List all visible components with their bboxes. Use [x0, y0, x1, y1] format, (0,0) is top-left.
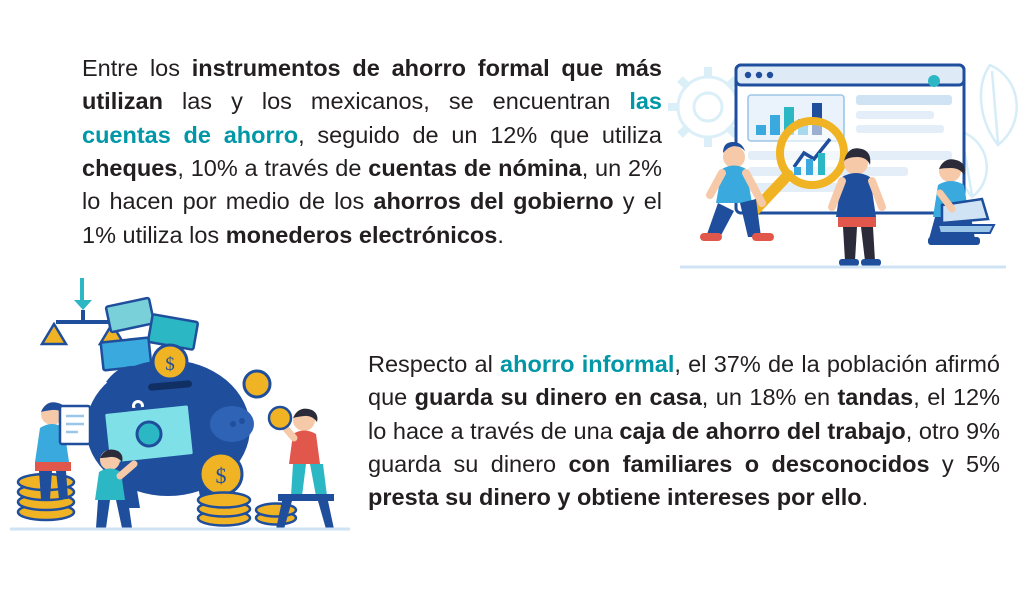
text-segment-accent: ahorro informal [500, 351, 675, 377]
svg-text:$: $ [165, 354, 175, 375]
text-segment: Entre los [82, 55, 192, 81]
text-segment-bold: ahorros del gobierno [373, 188, 614, 215]
text-segment-bold: tandas [837, 384, 914, 411]
text-segment: , otro 9% guarda su dinero [368, 417, 1000, 478]
text-segment: , un 2% lo hacen por medio de los [82, 155, 662, 215]
text-segment: y 5% [929, 451, 1000, 478]
text-segment: Respecto al [368, 351, 501, 377]
paragraph-formal-savings [82, 52, 662, 252]
text-segment: , el 37% de la población afirmó que [368, 351, 1000, 411]
text-segment: . [497, 221, 504, 248]
text-segment-bold: guarda su dinero en casa [414, 384, 702, 411]
data-analysis-dashboard-illustration [660, 45, 1026, 295]
text-segment: , un 18% en [701, 384, 838, 411]
svg-text:$: $ [215, 463, 227, 488]
text-segment: , 10% a través de [177, 155, 369, 182]
text-segment: . [861, 484, 869, 511]
text-segment: las y los mexicanos, se encuentran [162, 88, 630, 115]
text-segment-bold: presta su dinero y obtiene intereses por ello [368, 484, 862, 511]
text-segment-accent: las cuentas de ahorro [82, 88, 662, 148]
text-segment: y el 1% utiliza los [82, 188, 662, 248]
text-segment-bold: monederos electrónicos [225, 221, 498, 248]
text-segment-bold: con familiares o desconocidos [568, 451, 930, 478]
paragraph-informal-savings [368, 348, 1000, 515]
text-segment: , seguido de un 12% que utiliza [298, 121, 662, 148]
text-segment-bold: cuentas de nómina [368, 155, 582, 182]
text-segment-bold: cheques [82, 155, 178, 182]
piggy-bank-savings-illustration [10, 278, 362, 536]
text-segment-bold: instrumentos de ahorro formal que más utilizan [82, 55, 662, 115]
text-segment: , el 12% lo hace a través de una [368, 384, 1000, 444]
text-segment-bold: caja de ahorro del trabajo [619, 417, 906, 444]
